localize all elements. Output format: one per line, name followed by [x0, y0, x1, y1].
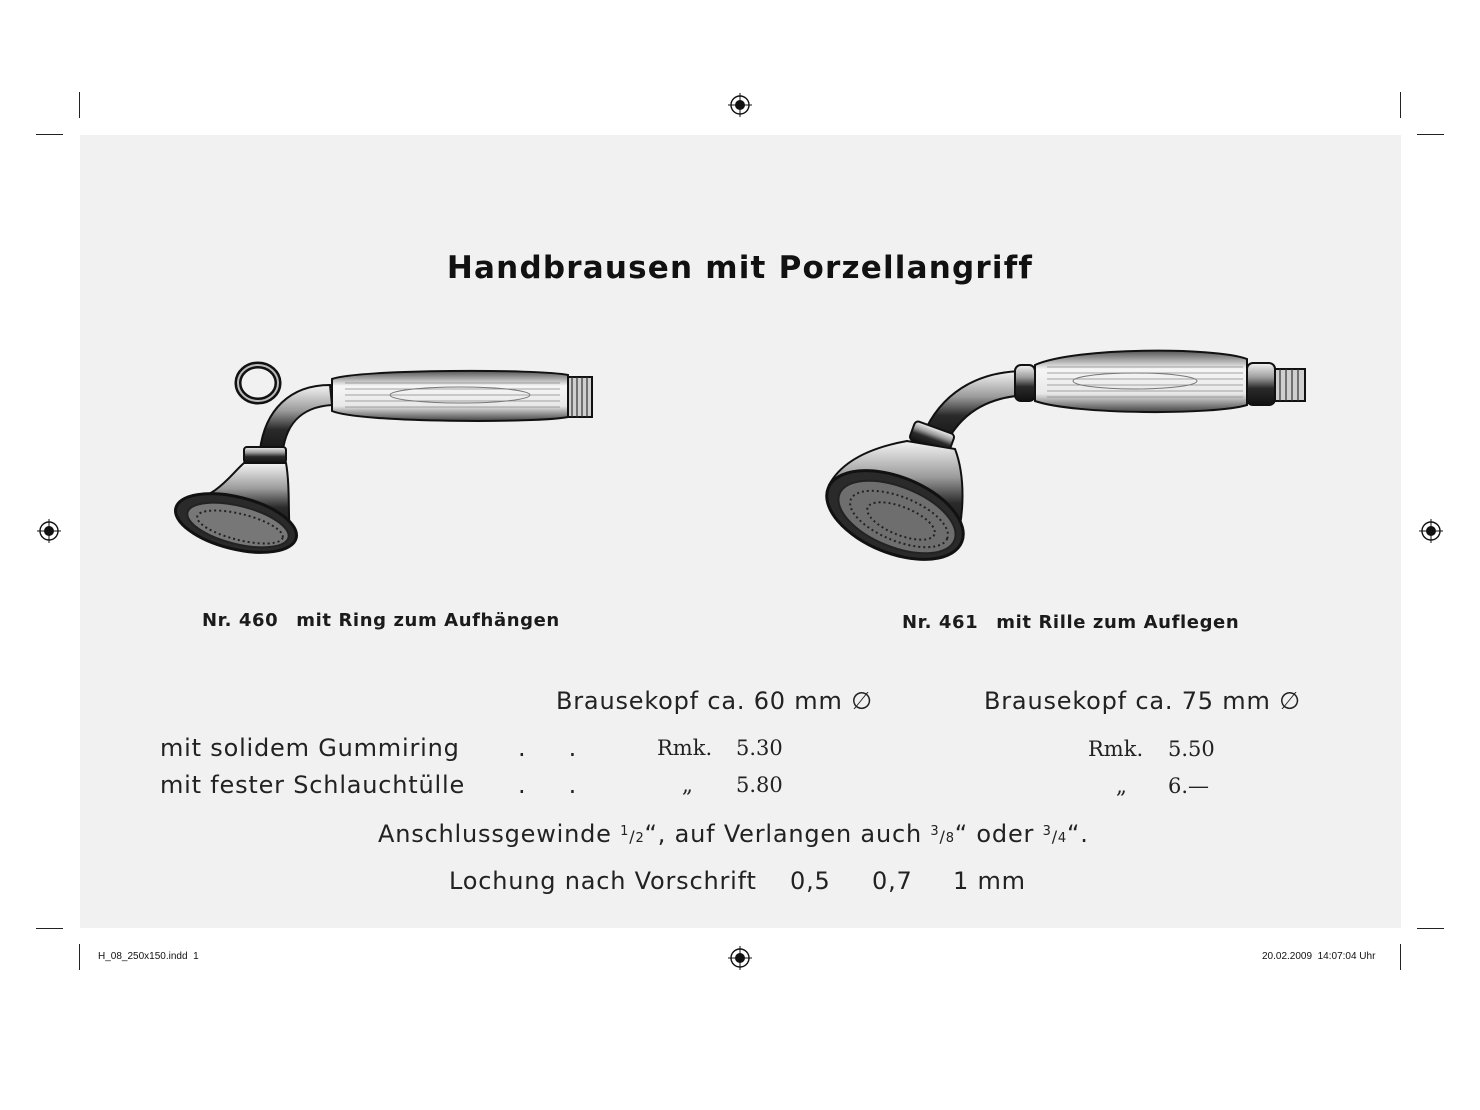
row-label-gummiring: mit solidem Gummiring — [160, 734, 460, 762]
product-number: Nr. 461 — [902, 612, 979, 633]
product-caption-460 — [202, 610, 560, 631]
fraction-denominator: 8 — [945, 831, 955, 846]
price-461-gummiring: 5.50 — [1168, 737, 1215, 761]
registration-mark-right-icon — [1419, 519, 1443, 543]
price-461-schlauchtuelle: 6.— — [1168, 774, 1210, 798]
row-label-schlauchtuelle: mit fester Schlauchtülle — [160, 771, 466, 799]
crop-mark-top-left-horizontal — [36, 134, 63, 135]
product-number: Nr. 460 — [202, 610, 279, 631]
page-title: Handbrausen mit Porzellangriff — [446, 250, 1034, 286]
product-description: mit Ring zum Aufhängen — [296, 610, 560, 631]
crop-mark-bottom-right-vertical — [1400, 944, 1401, 970]
crop-mark-top-right-vertical — [1400, 92, 1401, 118]
header-head-size-60: Brausekopf ca. 60 mm ∅ — [556, 687, 873, 715]
perforation-value-1: 0,5 — [790, 867, 831, 895]
row-dots: . . — [518, 734, 578, 762]
slug-filename: H_08_250x150.indd 1 — [98, 951, 199, 962]
product-caption-461 — [902, 612, 1239, 633]
crop-mark-bottom-right-horizontal — [1417, 928, 1444, 929]
hand-shower-with-ring-icon — [160, 355, 620, 565]
price-460-gummiring: 5.30 — [736, 736, 783, 760]
ditto-mark: „ — [682, 773, 693, 797]
crop-mark-top-left-vertical — [79, 92, 80, 118]
price-prefix: Rmk. — [1088, 737, 1144, 761]
hand-shower-with-groove-icon — [815, 345, 1315, 570]
header-head-size-75: Brausekopf ca. 75 mm ∅ — [984, 687, 1301, 715]
registration-mark-left-icon — [37, 519, 61, 543]
price-460-schlauchtuelle: 5.80 — [736, 773, 783, 797]
fraction-denominator: 2 — [635, 831, 645, 846]
crop-mark-bottom-left-vertical — [79, 944, 80, 970]
perforation-value-2: 0,7 — [872, 867, 913, 895]
perforation-label: Lochung nach Vorschrift — [449, 867, 757, 895]
fraction-numerator: 3 — [930, 824, 940, 839]
fraction-numerator: 1 — [620, 824, 630, 839]
registration-mark-bottom-icon — [728, 946, 752, 970]
perforation-value-3: 1 mm — [953, 867, 1026, 895]
registration-mark-top-icon — [728, 93, 752, 117]
fraction-numerator: 3 — [1042, 824, 1052, 839]
crop-mark-bottom-left-horizontal — [36, 928, 63, 929]
price-prefix: Rmk. — [657, 736, 713, 760]
row-dots: . . — [518, 771, 578, 799]
slug-datetime: 20.02.2009 14:07:04 Uhr — [1262, 951, 1376, 962]
ditto-mark: „ — [1116, 774, 1127, 798]
crop-mark-top-right-horizontal — [1417, 134, 1444, 135]
product-description: mit Rille zum Auflegen — [996, 612, 1240, 633]
thread-note: Anschlussgewinde $^1$/2“, auf Verlangen auch $^3$/8“ oder $^3$/4“. — [378, 820, 1089, 848]
fraction-denominator: 4 — [1057, 831, 1067, 846]
